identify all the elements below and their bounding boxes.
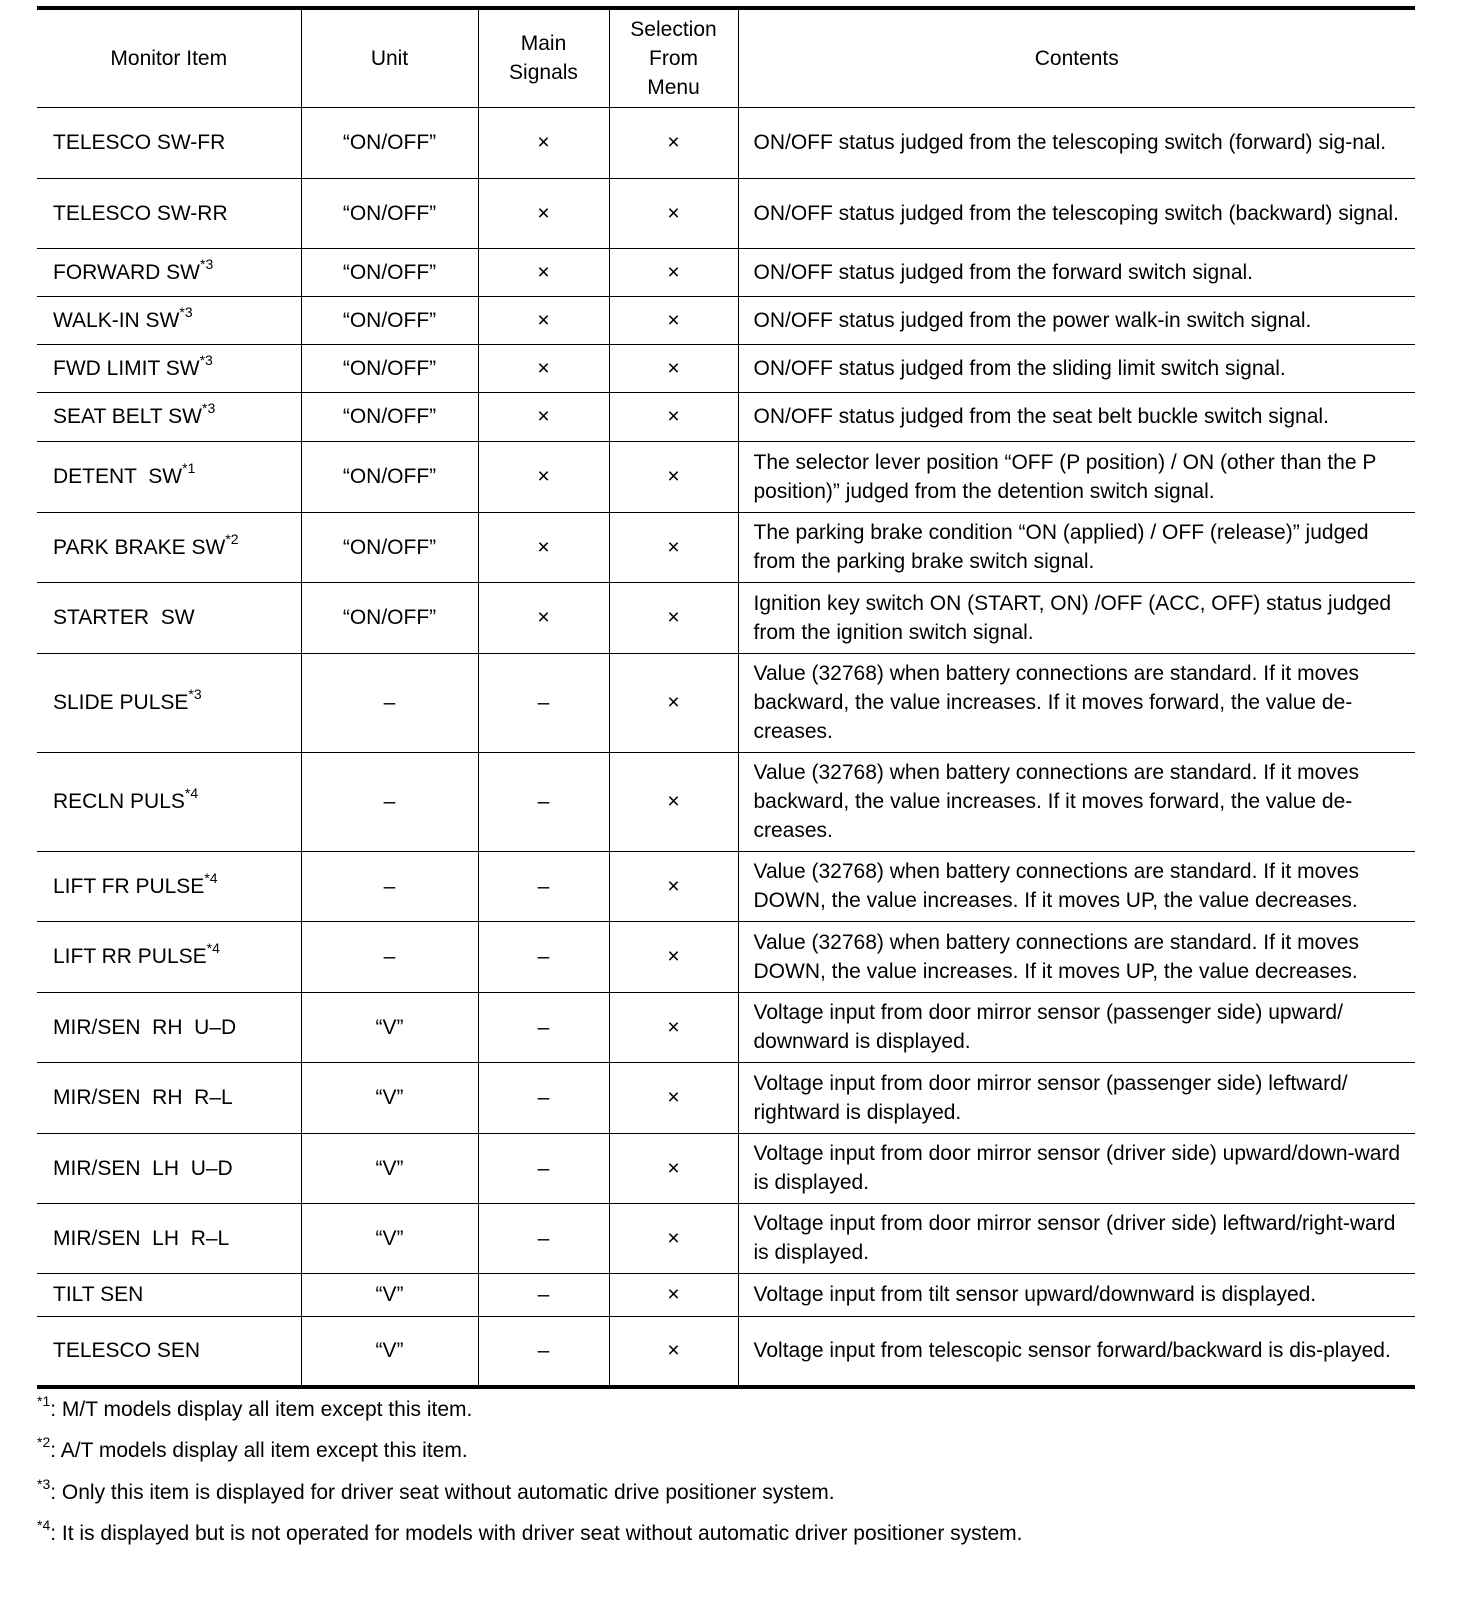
contents-cell: Voltage input from tilt sensor upward/downward is displayed. <box>738 1273 1415 1316</box>
monitor-item-cell <box>37 392 301 441</box>
main-signals-cell: – <box>478 1316 609 1387</box>
footnote-ref: *1 <box>182 460 196 476</box>
footnote-text: : A/T models display all item except this item. <box>50 1439 468 1462</box>
table-row <box>37 1133 1415 1203</box>
monitor-item-cell <box>37 344 301 392</box>
selection-from-menu-cell: × <box>609 1133 738 1203</box>
monitor-item-name: LIFT FR PULSE <box>53 874 205 898</box>
monitor-item-cell <box>37 178 301 248</box>
selection-from-menu-cell: × <box>609 441 738 512</box>
table-row <box>37 1203 1415 1273</box>
monitor-item-cell <box>37 1133 301 1203</box>
main-signals-cell: × <box>478 344 609 392</box>
selection-from-menu-cell: × <box>609 921 738 992</box>
footnote-ref: *3 <box>200 255 214 272</box>
header-contents: Contents <box>738 8 1415 107</box>
table-row <box>37 1273 1415 1316</box>
contents-cell: Voltage input from door mirror sensor (passenger side) leftward/ rightward is displayed. <box>738 1062 1415 1133</box>
selection-from-menu-cell: × <box>609 178 738 248</box>
footnote-mark: *1 <box>37 1393 51 1409</box>
monitor-item-name: MIR/SEN LH U–D <box>53 1156 233 1180</box>
table-row <box>37 512 1415 582</box>
contents-cell: ON/OFF status judged from the telescoping switch (forward) sig-nal. <box>738 107 1415 178</box>
table-row <box>37 296 1415 344</box>
selection-from-menu-cell: × <box>609 1203 738 1273</box>
main-signals-cell: – <box>478 992 609 1062</box>
monitor-item-cell <box>37 921 301 992</box>
monitor-item-name: TELESCO SEN <box>53 1339 201 1363</box>
table-row <box>37 1062 1415 1133</box>
selection-from-menu-cell: × <box>609 344 738 392</box>
table-row <box>37 752 1415 851</box>
table-row <box>37 992 1415 1062</box>
monitor-item-cell <box>37 1062 301 1133</box>
selection-from-menu-cell: × <box>609 248 738 296</box>
contents-cell: Voltage input from telescopic sensor forward/backward is dis-played. <box>738 1316 1415 1387</box>
monitor-item-name: DETENT SW <box>53 465 183 488</box>
selection-from-menu-cell: × <box>609 992 738 1062</box>
monitor-item-cell <box>37 851 301 921</box>
contents-cell: ON/OFF status judged from the forward switch signal. <box>738 248 1415 296</box>
unit-cell: “ON/OFF” <box>301 248 478 296</box>
monitor-item-name: TELESCO SW-FR <box>53 131 226 154</box>
monitor-item-name: FORWARD SW <box>53 260 200 284</box>
contents-cell: Value (32768) when battery connections are standard. If it moves backward, the value increases. If it moves forward, the value de-creases. <box>738 752 1415 851</box>
contents-cell: Value (32768) when battery connections are standard. If it moves backward, the value increases. If it moves forward, the value de-creases. <box>738 653 1415 752</box>
main-signals-cell: – <box>478 921 609 992</box>
monitor-item-cell <box>37 248 301 296</box>
monitor-item-cell <box>37 582 301 653</box>
unit-cell: – <box>301 752 478 851</box>
table-row <box>37 392 1415 441</box>
monitor-item-name: TELESCO SW-RR <box>53 201 228 225</box>
table-row <box>37 582 1415 653</box>
main-signals-cell: × <box>478 582 609 653</box>
unit-cell: “ON/OFF” <box>301 582 478 653</box>
table-row <box>37 344 1415 392</box>
main-signals-cell: × <box>478 178 609 248</box>
footnote <box>37 1517 1023 1546</box>
unit-cell: – <box>301 921 478 992</box>
selection-from-menu-cell: × <box>609 512 738 582</box>
monitor-item-name: MIR/SEN RH U–D <box>53 1015 237 1039</box>
monitor-item-name: SEAT BELT SW <box>53 405 202 428</box>
main-signals-cell: – <box>478 752 609 851</box>
unit-cell: “V” <box>301 1133 478 1203</box>
contents-cell: Value (32768) when battery connections are standard. If it moves DOWN, the value increases. If it moves UP, the value decreases. <box>738 921 1415 992</box>
monitor-item-name: WALK-IN SW <box>53 308 180 332</box>
footnote-text: : Only this item is displayed for driver seat without automatic drive positioner system. <box>50 1481 835 1504</box>
header-monitor-item: Monitor Item <box>37 8 301 107</box>
unit-cell: “ON/OFF” <box>301 178 478 248</box>
monitor-item-cell <box>37 992 301 1062</box>
monitor-item-name: STARTER SW <box>53 606 195 629</box>
main-signals-cell: × <box>478 107 609 178</box>
monitor-item-name: RECLN PULS <box>53 790 185 813</box>
main-signals-cell: × <box>478 392 609 441</box>
unit-cell: “V” <box>301 1316 478 1387</box>
monitor-item-name: SLIDE PULSE <box>53 691 189 714</box>
contents-cell: Ignition key switch ON (START, ON) /OFF (ACC, OFF) status judged from the ignition switch signal. <box>738 582 1415 653</box>
footnote-ref: *4 <box>206 940 220 956</box>
table-row <box>37 248 1415 296</box>
main-signals-cell: – <box>478 851 609 921</box>
contents-cell: The selector lever position “OFF (P position) / ON (other than the P position)” judged from the detention switch signal. <box>738 441 1415 512</box>
unit-cell: “V” <box>301 1273 478 1316</box>
footnote-ref: *3 <box>179 303 193 320</box>
main-signals-cell: – <box>478 1203 609 1273</box>
contents-cell: Voltage input from door mirror sensor (passenger side) upward/ downward is displayed. <box>738 992 1415 1062</box>
header-selection-from-menu: Selection From Menu <box>609 8 738 107</box>
footnote <box>37 1434 468 1463</box>
selection-from-menu-cell: × <box>609 653 738 752</box>
selection-from-menu-cell: × <box>609 392 738 441</box>
footnote <box>37 1393 473 1422</box>
unit-cell: – <box>301 653 478 752</box>
selection-from-menu-cell: × <box>609 107 738 178</box>
unit-cell: “V” <box>301 1062 478 1133</box>
monitor-item-cell <box>37 1316 301 1387</box>
monitor-item-cell <box>37 296 301 344</box>
footnote-mark: *3 <box>37 1476 51 1492</box>
footnote-ref: *3 <box>188 686 202 702</box>
footnote-ref: *2 <box>225 530 239 547</box>
monitor-item-name: MIR/SEN RH R–L <box>53 1086 233 1109</box>
unit-cell: “ON/OFF” <box>301 441 478 512</box>
unit-cell: “ON/OFF” <box>301 512 478 582</box>
monitor-item-name: FWD LIMIT SW <box>53 356 200 380</box>
main-signals-cell: – <box>478 1062 609 1133</box>
main-signals-cell: × <box>478 441 609 512</box>
unit-cell: – <box>301 851 478 921</box>
selection-from-menu-cell: × <box>609 296 738 344</box>
header-unit: Unit <box>301 8 478 107</box>
monitor-item-name: TILT SEN <box>53 1283 144 1306</box>
main-signals-cell: × <box>478 512 609 582</box>
selection-from-menu-cell: × <box>609 752 738 851</box>
unit-cell: “ON/OFF” <box>301 107 478 178</box>
unit-cell: “ON/OFF” <box>301 296 478 344</box>
table-row <box>37 653 1415 752</box>
contents-cell: Voltage input from door mirror sensor (driver side) upward/down-ward is displayed. <box>738 1133 1415 1203</box>
monitor-item-cell <box>37 1203 301 1273</box>
monitor-item-cell <box>37 441 301 512</box>
monitor-item-name: PARK BRAKE SW <box>53 535 226 559</box>
unit-cell: “ON/OFF” <box>301 344 478 392</box>
footnote-text: : It is displayed but is not operated for models with driver seat without automatic driver positioner system. <box>50 1522 1023 1545</box>
contents-cell: ON/OFF status judged from the seat belt buckle switch signal. <box>738 392 1415 441</box>
table-row <box>37 441 1415 512</box>
monitor-item-cell <box>37 512 301 582</box>
footnote-mark: *4 <box>37 1517 51 1533</box>
table-header-row <box>37 8 1415 107</box>
contents-cell: ON/OFF status judged from the sliding limit switch signal. <box>738 344 1415 392</box>
monitor-item-cell <box>37 1273 301 1316</box>
table-row <box>37 921 1415 992</box>
unit-cell: “V” <box>301 992 478 1062</box>
unit-cell: “ON/OFF” <box>301 392 478 441</box>
footnote-ref: *3 <box>202 400 216 416</box>
footnote-ref: *4 <box>184 785 199 801</box>
footnote-ref: *3 <box>199 351 213 368</box>
footnote-mark: *2 <box>37 1434 51 1450</box>
main-signals-cell: × <box>478 248 609 296</box>
selection-from-menu-cell: × <box>609 1316 738 1387</box>
footnote-ref: *4 <box>204 869 218 886</box>
monitor-item-cell <box>37 752 301 851</box>
table-row <box>37 107 1415 178</box>
table-row <box>37 851 1415 921</box>
selection-from-menu-cell: × <box>609 1062 738 1133</box>
main-signals-cell: × <box>478 296 609 344</box>
selection-from-menu-cell: × <box>609 1273 738 1316</box>
main-signals-cell: – <box>478 653 609 752</box>
unit-cell: “V” <box>301 1203 478 1273</box>
main-signals-cell: – <box>478 1133 609 1203</box>
footnote-text: : M/T models display all item except this item. <box>50 1398 473 1421</box>
footnote <box>37 1476 835 1505</box>
table-row <box>37 178 1415 248</box>
contents-cell: ON/OFF status judged from the power walk-in switch signal. <box>738 296 1415 344</box>
monitor-item-cell <box>37 653 301 752</box>
contents-cell: Value (32768) when battery connections are standard. If it moves DOWN, the value increases. If it moves UP, the value decreases. <box>738 851 1415 921</box>
monitor-item-cell <box>37 107 301 178</box>
selection-from-menu-cell: × <box>609 851 738 921</box>
main-signals-cell: – <box>478 1273 609 1316</box>
table-row <box>37 1316 1415 1387</box>
header-main-signals: Main Signals <box>478 8 609 107</box>
selection-from-menu-cell: × <box>609 582 738 653</box>
contents-cell: The parking brake condition “ON (applied) / OFF (release)” judged from the parking brake switch signal. <box>738 512 1415 582</box>
contents-cell: Voltage input from door mirror sensor (driver side) leftward/right-ward is displayed. <box>738 1203 1415 1273</box>
monitor-item-name: MIR/SEN LH R–L <box>53 1226 230 1250</box>
monitor-item-table <box>37 6 1415 1389</box>
monitor-item-name: LIFT RR PULSE <box>53 945 207 968</box>
contents-cell: ON/OFF status judged from the telescoping switch (backward) signal. <box>738 178 1415 248</box>
